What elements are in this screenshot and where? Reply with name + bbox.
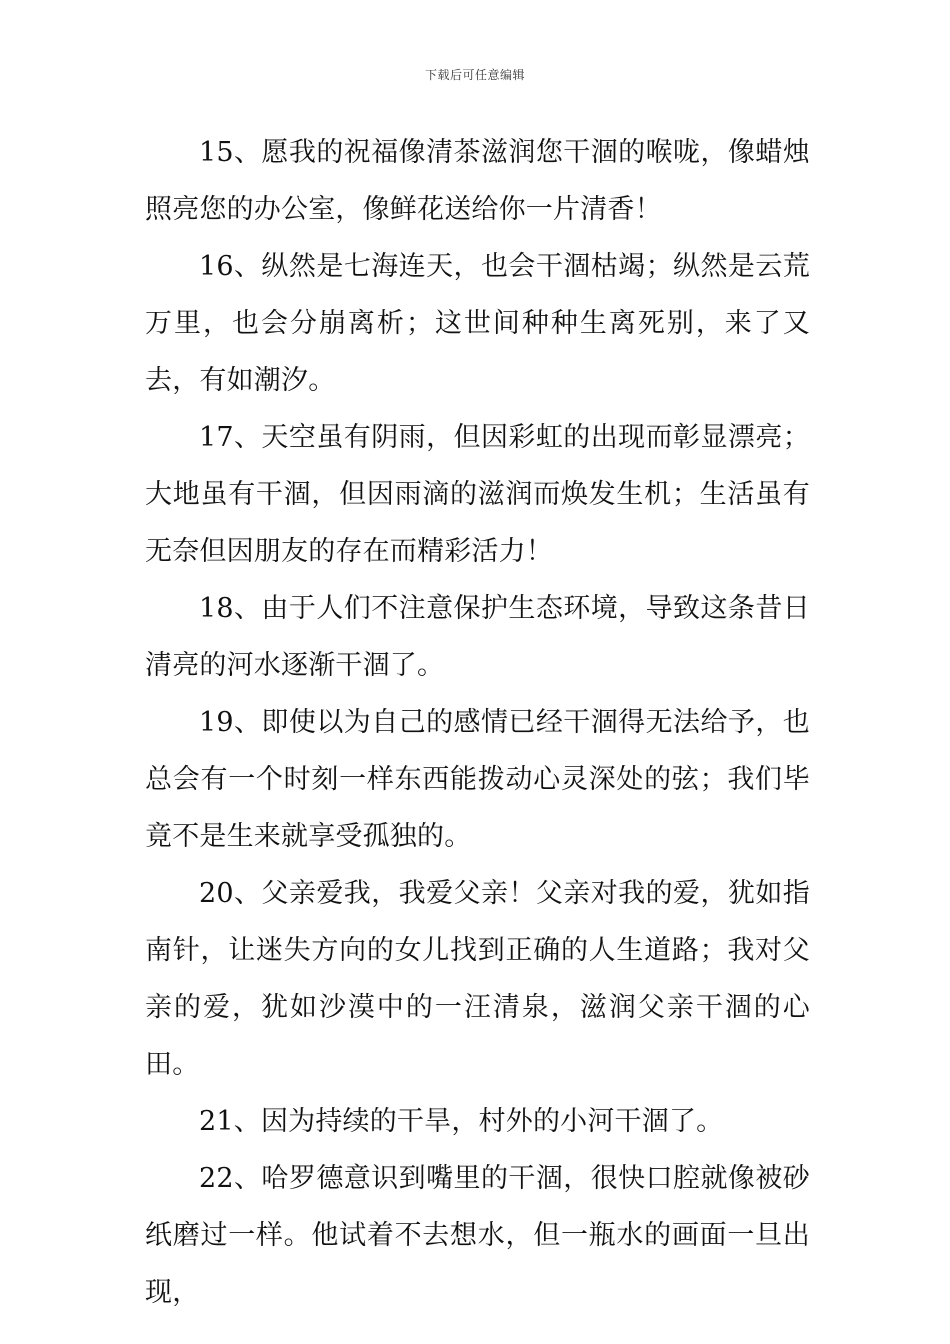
paragraph-16: 16、纵然是七海连天，也会干涸枯竭；纵然是云荒万里，也会分崩离析；这世间种种生离死别，来了又去，有如潮汐。 [145, 251, 810, 396]
paragraph-15: 15、愿我的祝福像清茶滋润您干涸的喉咙，像蜡烛照亮您的办公室，像鲜花送给你一片清香！ [145, 137, 810, 225]
paragraph-19: 19、即使以为自己的感情已经干涸得无法给予，也总会有一个时刻一样东西能拨动心灵深处的弦；我们毕竟不是生来就享受孤独的。 [145, 707, 810, 852]
paragraph-22: 22、哈罗德意识到嘴里的干涸，很快口腔就像被砂纸磨过一样。他试着不去想水，但一瓶水的画面一旦出现， [145, 1163, 810, 1308]
paragraph-17: 17、天空虽有阴雨，但因彩虹的出现而彰显漂亮；大地虽有干涸，但因雨滴的滋润而焕发生机；生活虽有无奈但因朋友的存在而精彩活力！ [145, 422, 810, 567]
paragraph-20: 20、父亲爱我，我爱父亲！父亲对我的爱，犹如指南针，让迷失方向的女儿找到正确的人生道路；我对父亲的爱，犹如沙漠中的一汪清泉，滋润父亲干涸的心田。 [145, 878, 810, 1080]
document-body [145, 124, 810, 1321]
paragraph-21: 21、因为持续的干旱，村外的小河干涸了。 [199, 1106, 724, 1137]
paragraph-18: 18、由于人们不注意保护生态环境，导致这条昔日清亮的河水逐渐干涸了。 [145, 593, 810, 681]
page-header: 下载后可任意编辑 [424, 68, 525, 82]
